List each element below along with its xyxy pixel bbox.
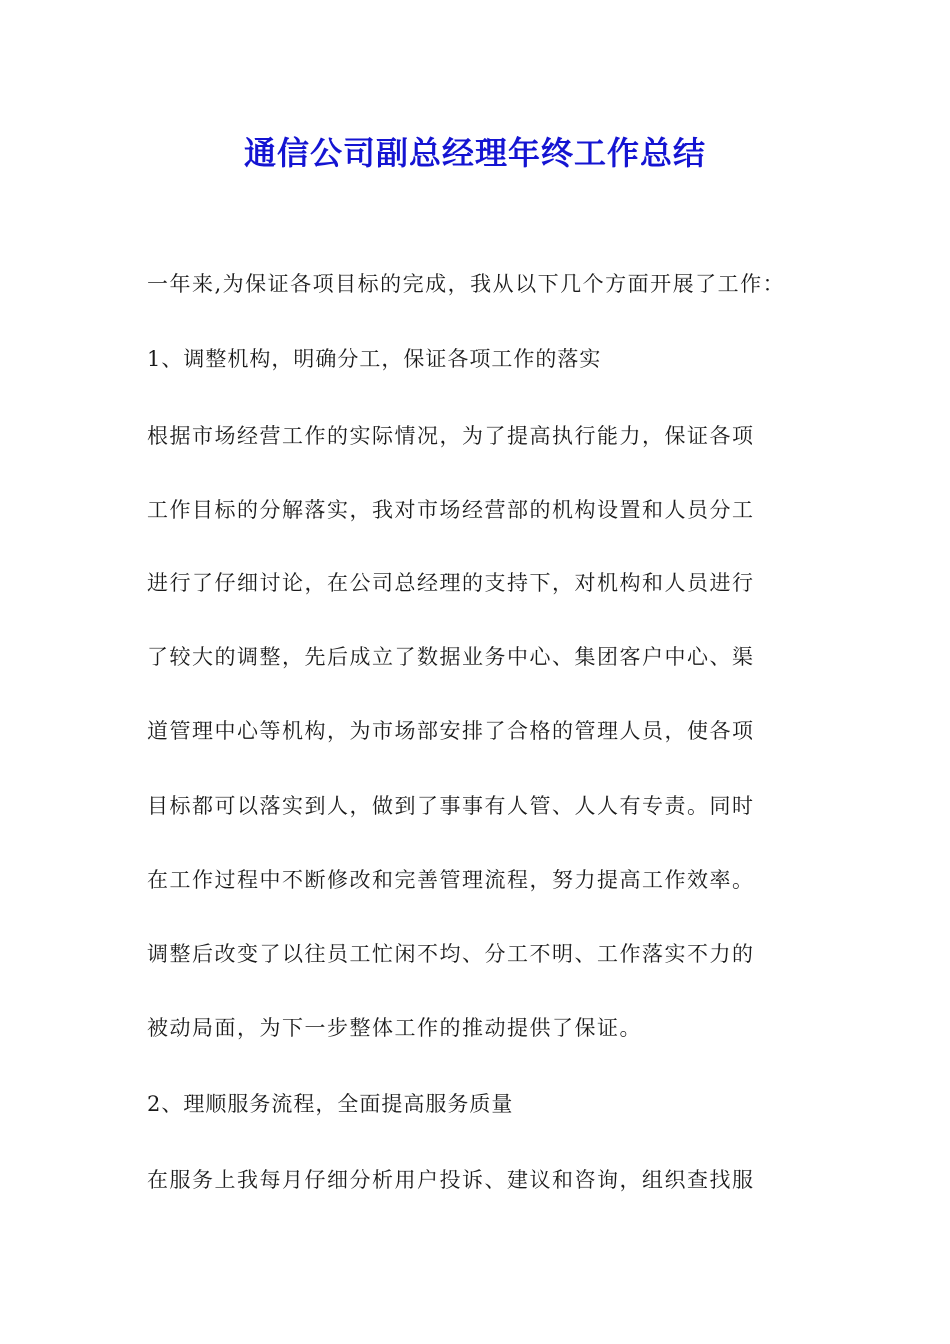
body-line: 工作目标的分解落实，我对市场经营部的机构设置和人员分工	[147, 498, 755, 522]
body-line: 道管理中心等机构，为市场部安排了合格的管理人员，使各项	[147, 719, 755, 743]
body-line: 进行了仔细讨论，在公司总经理的支持下，对机构和人员进行	[147, 571, 755, 595]
body-line: 根据市场经营工作的实际情况，为了提高执行能力，保证各项	[147, 424, 755, 448]
body-line: 调整后改变了以往员工忙闲不均、分工不明、工作落实不力的	[147, 942, 755, 966]
body-line: 了较大的调整，先后成立了数据业务中心、集团客户中心、渠	[147, 645, 755, 669]
section-heading-1: 1、调整机构，明确分工，保证各项工作的落实	[147, 347, 602, 371]
body-line: 目标都可以落实到人，做到了事事有人管、人人有专责。同时	[147, 794, 755, 818]
body-line: 被动局面，为下一步整体工作的推动提供了保证。	[147, 1016, 642, 1040]
body-line: 在服务上我每月仔细分析用户投诉、建议和咨询，组织查找服	[147, 1168, 755, 1192]
body-line: 在工作过程中不断修改和完善管理流程，努力提高工作效率。	[147, 868, 755, 892]
section-heading-2: 2、理顺服务流程，全面提高服务质量	[147, 1092, 514, 1116]
document-title: 通信公司副总经理年终工作总结	[243, 134, 706, 172]
intro-paragraph: 一年来,为保证各项目标的完成，我从以下几个方面开展了工作：	[147, 272, 786, 296]
